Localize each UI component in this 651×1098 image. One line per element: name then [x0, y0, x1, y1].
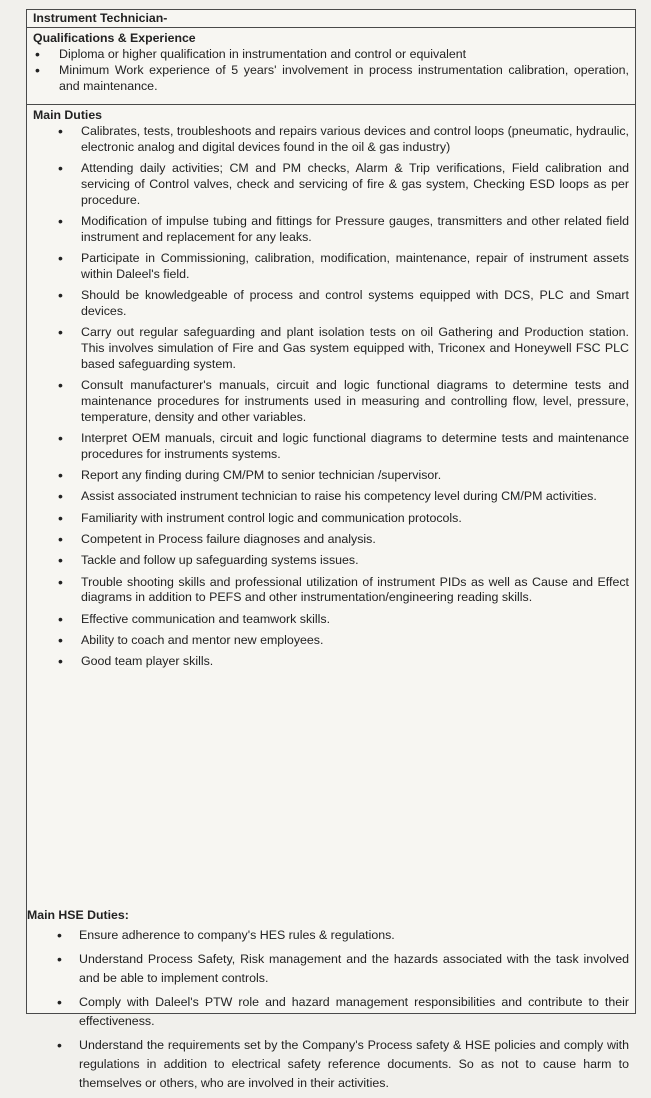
main-duties-heading: Main Duties — [33, 108, 103, 122]
list-item: • Modification of impulse tubing and fittings for Pressure gauges, transmitters and other related field instrument and replacement for any leaks. — [33, 214, 629, 246]
list-item: • Assist associated instrument technician to raise his competency level during CM/PM activities. — [33, 489, 629, 505]
hse-duties-heading: Main HSE Duties: — [27, 908, 129, 922]
list-item: • Ability to coach and mentor new employees. — [33, 633, 629, 649]
list-item: • Good team player skills. — [33, 654, 629, 670]
list-item: • Ensure adherence to company's HES rules & regulations. — [33, 926, 629, 945]
list-item: • Participate in Commissioning, calibration, modification, maintenance, repair of instrument assets within Daleel's field. — [33, 251, 629, 283]
list-item: • Report any finding during CM/PM to senior technician /supervisor. — [33, 468, 629, 484]
list-item: • Calibrates, tests, troubleshoots and repairs various devices and control loops (pneumatic, hydraulic, electronic analog and digital devices found in the oil & gas industry) — [33, 124, 629, 156]
list-item: • Consult manufacturer's manuals, circuit and logic functional diagrams to determine tests and maintenance procedures for instruments used in measuring and controlling flow, level, pressure, temperature, density and other variables. — [33, 378, 629, 425]
main-duties-section — [27, 105, 635, 1090]
list-item: • Familiarity with instrument control logic and communication protocols. — [33, 511, 629, 527]
list-item: • Trouble shooting skills and professional utilization of instrument PIDs as well as Cause and Effect diagrams in addition to PEFS and other instrumentation/engineering reading skills. — [33, 575, 629, 607]
list-item: • Competent in Process failure diagnoses and analysis. — [33, 532, 629, 548]
job-title: Instrument Technician- — [27, 10, 635, 28]
qualifications-section — [27, 28, 635, 105]
list-item: • Understand the requirements set by the Company's Process safety & HSE policies and comply with regulations in addition to electrical safety reference documents. So as not to cause harm to themselves or others, who are involved in their activities. — [33, 1036, 629, 1093]
list-item: • Minimum Work experience of 5 years' involvement in process instrumentation calibration, operation, and maintenance. — [33, 63, 629, 95]
qualifications-heading: Qualifications & Experience — [33, 31, 196, 45]
list-item: • Carry out regular safeguarding and plant isolation tests on oil Gathering and Production station. This involves simulation of Fire and Gas system equipped with, Triconex and Honeywell FSC PLC based safeguarding system. — [33, 325, 629, 372]
list-item: • Interpret OEM manuals, circuit and logic functional diagrams to determine tests and maintenance procedures for instruments systems. — [33, 431, 629, 463]
list-item: • Tackle and follow up safeguarding systems issues. — [33, 553, 629, 569]
list-item: • Diploma or higher qualification in instrumentation and control or equivalent — [33, 47, 629, 63]
list-item: • Effective communication and teamwork skills. — [33, 612, 629, 628]
list-item: • Should be knowledgeable of process and control systems equipped with DCS, PLC and Smart devices. — [33, 288, 629, 320]
qualifications-list — [33, 47, 629, 94]
list-item: • Understand Process Safety, Risk management and the hazards associated with the task involved and be able to implement controls. — [33, 950, 629, 988]
main-duties-list — [33, 124, 629, 670]
job-description-table — [26, 9, 636, 1090]
list-item: • Comply with Daleel's PTW role and hazard management responsibilities and contribute to their effectiveness. — [33, 993, 629, 1031]
hse-duties-list — [33, 926, 629, 1098]
list-item: • Attending daily activities; CM and PM checks, Alarm & Trip verifications, Field calibration and servicing of Control valves, check and servicing of fire & gas system, Checking ESD loops as per procedure. — [33, 161, 629, 208]
